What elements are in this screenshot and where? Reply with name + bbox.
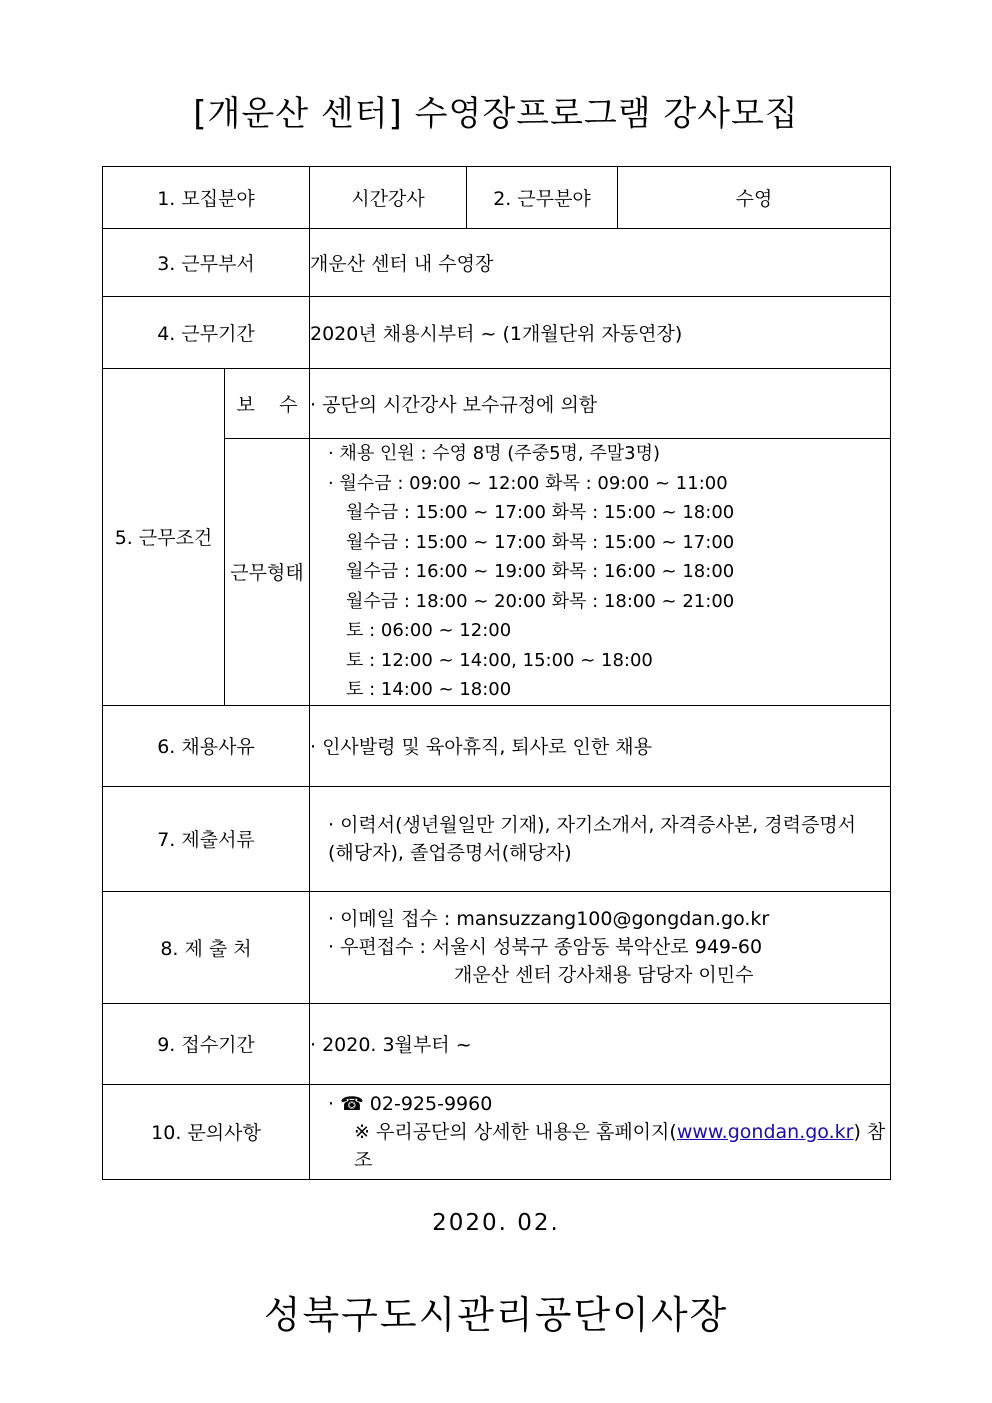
submission-post-contact: 개운산 센터 강사채용 담당자 이민수 [454, 964, 754, 986]
submission-email: · 이메일 접수 : mansuzzang100@gongdan.go.kr [328, 908, 770, 930]
schedule-line: 월수금 : 15:00 ~ 17:00 화목 : 15:00 ~ 17:00 [346, 531, 735, 553]
pay-value: · 공단의 시간강사 보수규정에 의함 [310, 369, 891, 439]
row-department [103, 229, 891, 297]
inquiry-phone: · ☎ 02-925-9960 [328, 1092, 493, 1115]
inquiry-value [310, 1084, 891, 1179]
inquiry-note [328, 1118, 890, 1174]
inquiry-note-prefix: ※ 우리공단의 상세한 내용은 홈페이지( [354, 1120, 677, 1143]
worktype-label: 근무형태 [225, 439, 310, 706]
row-inquiry [103, 1084, 891, 1179]
work-field-value: 수영 [618, 167, 891, 229]
schedule-line: 월수금 : 18:00 ~ 20:00 화목 : 18:00 ~ 21:00 [346, 590, 735, 612]
inquiry-note-suffix: ) 참조 [354, 1120, 886, 1171]
row-documents [103, 786, 891, 891]
row-reason [103, 705, 891, 786]
schedule-line: 토 : 06:00 ~ 12:00 [346, 620, 512, 641]
reason-value: · 인사발령 및 육아휴직, 퇴사로 인한 채용 [310, 705, 891, 786]
receipt-value: · 2020. 3월부터 ~ [310, 1003, 891, 1084]
reason-label: 6. 채용사유 [103, 705, 310, 786]
schedule-line: 월수금 : 15:00 ~ 17:00 화목 : 15:00 ~ 18:00 [346, 502, 735, 523]
submission-label: 8. 제 출 처 [103, 891, 310, 1003]
row-recruit-field [103, 167, 891, 229]
submission-value [310, 891, 891, 1003]
pay-label: 보 수 [225, 369, 310, 439]
row-receipt [103, 1003, 891, 1084]
period-label: 4. 근무기간 [103, 297, 310, 369]
recruitment-table [102, 166, 891, 1180]
schedule-line: 토 : 12:00 ~ 14:00, 15:00 ~ 18:00 [346, 649, 653, 671]
page-title: [개운산 센터] 수영장프로그램 강사모집 [193, 94, 799, 134]
issuer-name: 성북구도시관리공단이사장 [263, 1293, 729, 1337]
documents-value: · 이력서(생년월일만 기재), 자기소개서, 자격증사본, 경력증명서(해당자), 졸업증명서(해당자) [310, 786, 891, 891]
homepage-link[interactable]: www.gondan.go.kr [676, 1120, 854, 1143]
schedule-line: · 채용 인원 : 수영 8명 (주중5명, 주말3명) [328, 443, 661, 464]
document-date: 2020. 02. [432, 1210, 560, 1236]
receipt-label: 9. 접수기간 [103, 1003, 310, 1084]
work-field-label: 2. 근무분야 [467, 167, 618, 229]
schedule-line: 월수금 : 16:00 ~ 19:00 화목 : 16:00 ~ 18:00 [346, 561, 735, 582]
inquiry-label: 10. 문의사항 [103, 1084, 310, 1179]
period-value: 2020년 채용시부터 ~ (1개월단위 자동연장) [310, 297, 891, 369]
recruit-field-value: 시간강사 [310, 167, 467, 229]
schedule-line: · 월수금 : 09:00 ~ 12:00 화목 : 09:00 ~ 11:00 [328, 472, 728, 494]
row-pay [103, 369, 891, 439]
schedule-line: 토 : 14:00 ~ 18:00 [346, 679, 512, 700]
department-value: 개운산 센터 내 수영장 [310, 229, 891, 297]
department-label: 3. 근무부서 [103, 229, 310, 297]
recruit-field-label: 1. 모집분야 [103, 167, 310, 229]
documents-label: 7. 제출서류 [103, 786, 310, 891]
row-submission [103, 891, 891, 1003]
submission-post: · 우편접수 : 서울시 성북구 종암동 북악산로 949-60 [328, 936, 763, 958]
worktype-schedule [310, 439, 891, 706]
row-period [103, 297, 891, 369]
conditions-label: 5. 근무조건 [103, 369, 225, 706]
